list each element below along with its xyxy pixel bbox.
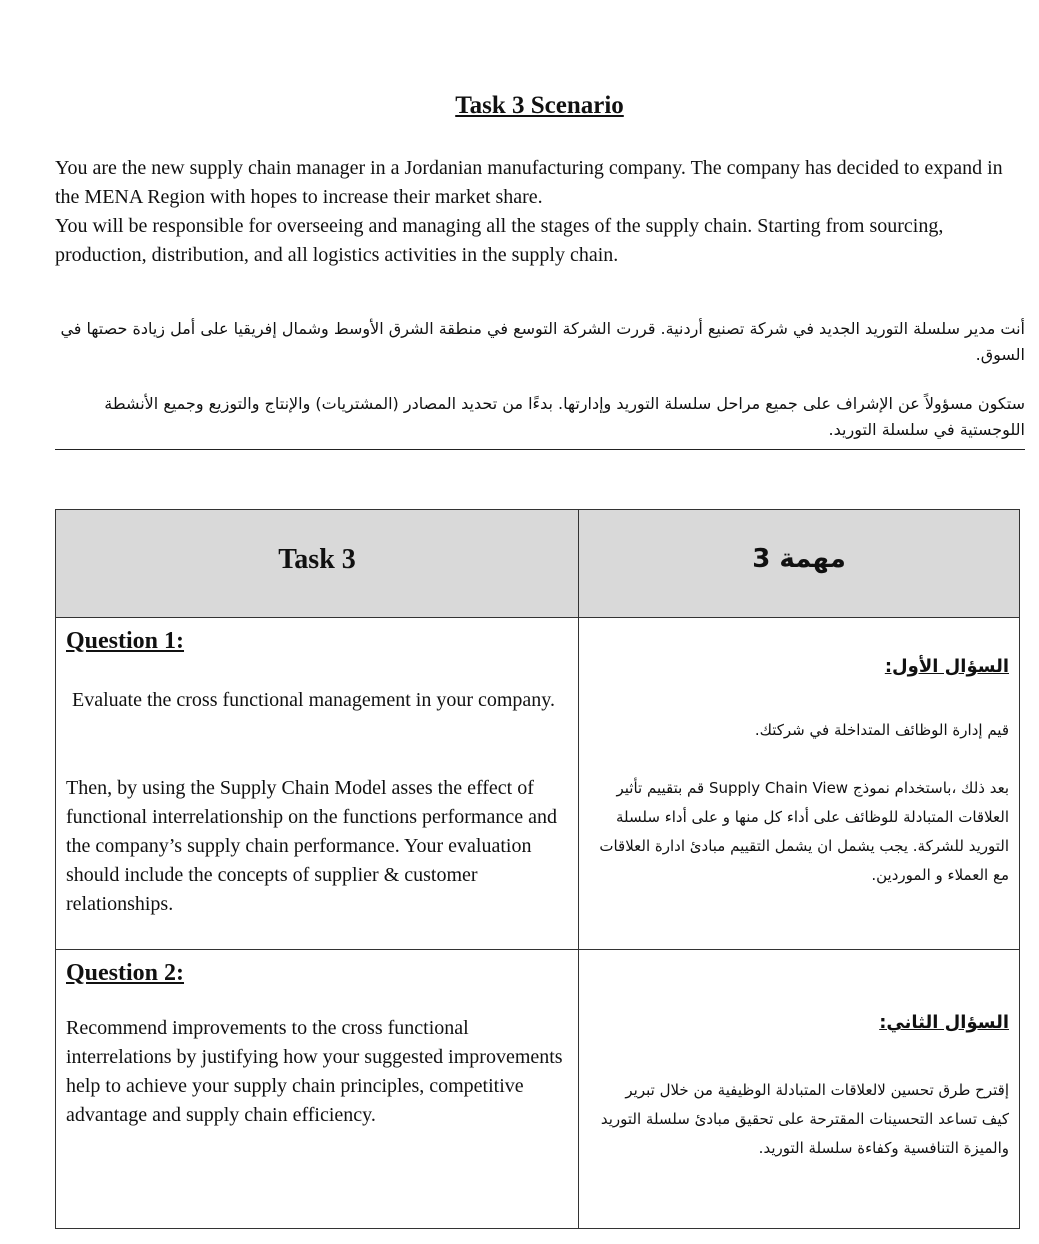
intro-english-2: You will be responsible for overseeing and managing all the stages of the supply chain. Starting from sourcing, production, distribution, and all logistics activities in the supply chain. bbox=[55, 215, 944, 266]
question-1-arabic-cell bbox=[579, 618, 1019, 950]
document-title: Task 3 Scenario bbox=[455, 92, 624, 119]
question-1-title: Question 1: bbox=[66, 628, 185, 654]
question-1-text-1: Evaluate the cross functional management in your company. bbox=[72, 689, 555, 711]
intro-arabic-2: ستكون مسؤولاً عن الإشراف على جميع مراحل سلسلة التوريد وإدارتها. بدءًا من تحديد المصادر (المشتريات) والإنتاج والتوزيع وجميع الأنشطة اللوجستية في سلسلة التوريد. bbox=[104, 394, 1025, 439]
question-2-arabic-cell bbox=[579, 950, 1019, 1228]
question-2-text: Recommend improvements to the cross functional interrelations by justifying how your suggested improvements help to achieve your supply chain principles, competitive advantage and supply chain efficiency. bbox=[66, 1017, 563, 1126]
question-1-arabic-text-1: قيم إدارة الوظائف المتداخلة في شركتك. bbox=[754, 721, 1009, 739]
question-1-arabic-title: السؤال الأول: bbox=[884, 656, 1009, 677]
question-1-english-cell bbox=[56, 618, 579, 950]
question-1-arabic-text-2: بعد ذلك ،باستخدام نموذج Supply Chain View قم بتقييم تأثير العلاقات المتبادلة للوظائف على أداء كل منها و على أداء سلسلة التوريد للشركة. يجب يشمل ان يشمل التقييم مبادئ ادارة العلاقات مع العملاء و الموردين. bbox=[599, 779, 1009, 884]
header-english-label: Task 3 bbox=[278, 544, 356, 575]
intro-english-1: You are the new supply chain manager in a Jordanian manufacturing company. The company has decided to expand in the MENA Region with hopes to increase their market share. bbox=[55, 157, 1003, 208]
question-2-arabic-text: إقترح طرق تحسين لالعلاقات المتبادلة الوظيفية من خلال تبرير كيف تساعد التحسينات المقترحة على تحقيق مبادئ سلسلة التوريد والميزة التنافسية وكفاءة سلسلة التوريد. bbox=[600, 1081, 1009, 1157]
question-1-text-2: Then, by using the Supply Chain Model asses the effect of functional interrelationship on the functions performance and the company’s supply chain performance. Your evaluation should include the concepts of supplier & customer relationships. bbox=[66, 777, 557, 915]
question-2-title: Question 2: bbox=[66, 960, 185, 986]
header-arabic-label: مهمة 3 bbox=[752, 544, 846, 574]
intro-arabic-1: أنت مدير سلسلة التوريد الجديد في شركة تصنيع أردنية. قررت الشركة التوسع في منطقة الشرق الأوسط وشمال إفريقيا على أمل زيادة حصتها في السوق. bbox=[60, 319, 1025, 364]
table-header-english bbox=[56, 510, 579, 618]
question-2-arabic-title: السؤال الثاني: bbox=[879, 1012, 1009, 1033]
section-divider bbox=[55, 449, 1025, 450]
table-header-arabic bbox=[579, 510, 1019, 618]
task-table bbox=[55, 509, 1020, 1229]
question-2-english-cell bbox=[56, 950, 579, 1228]
